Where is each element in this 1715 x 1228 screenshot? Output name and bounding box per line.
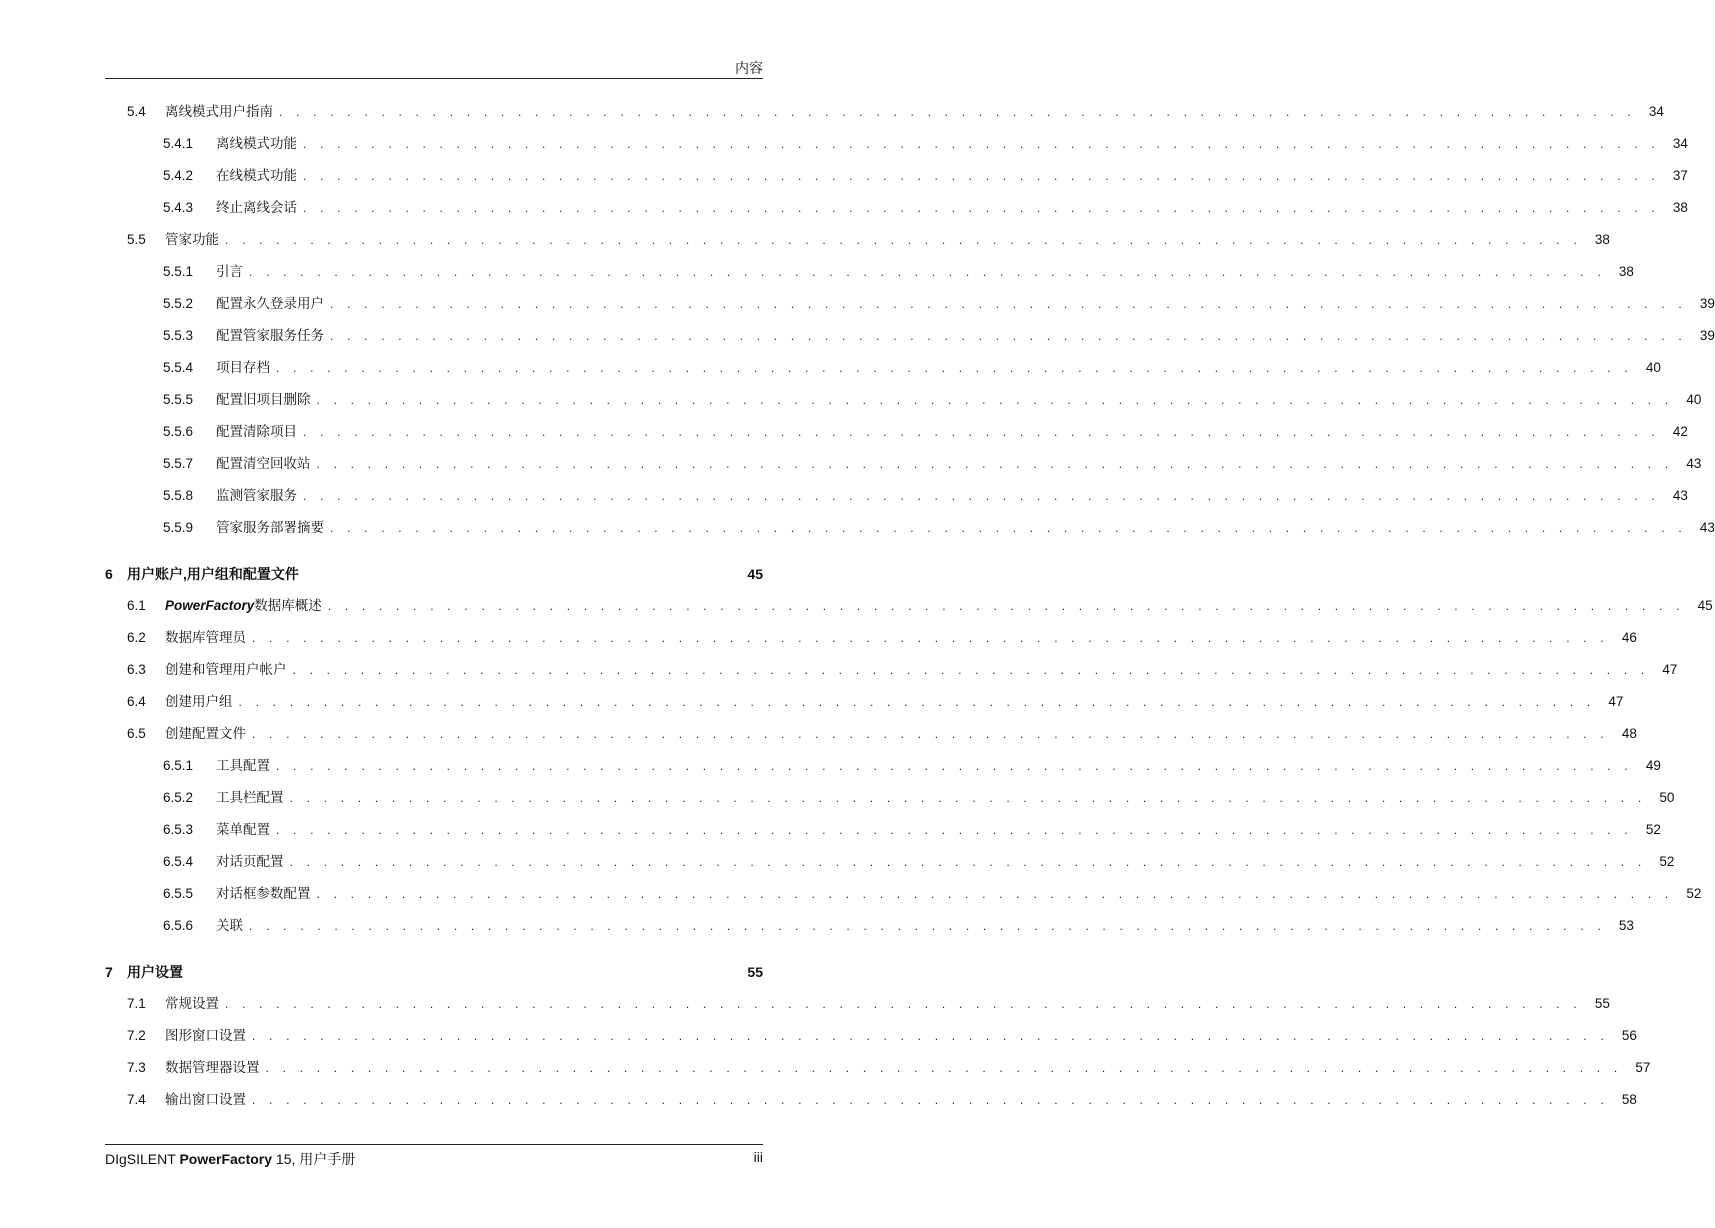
toc-entry-title-text: 离线模式用户指南 (165, 104, 273, 119)
toc-entry-title-text: 创建用户组 (165, 694, 233, 709)
toc-entry[interactable] (163, 326, 1715, 346)
toc-dot-leader: . . . . . . . . . . . . . . . . . . . . . . . . . . . . . . . . . . . . . . . . . . . . . . . . . . . . . . . . . . . . . . . . . . . . . . . . . . . . . . . . (316, 887, 1674, 901)
toc-entry-title-text: 创建和管理用户帐户 (165, 662, 287, 677)
toc-dot-leader: . . . . . . . . . . . . . . . . . . . . . . . . . . . . . . . . . . . . . . . . . . . . . . . . . . . . . . . . . . . . . . . . . . . . . . . . . . . . . . . . (252, 1029, 1609, 1043)
toc-entry-title (165, 692, 239, 712)
toc-entry[interactable] (163, 358, 1661, 378)
toc-entry-page: 45 (747, 566, 763, 582)
toc-entry-title (165, 596, 328, 616)
toc-entry-number: 5.5.7 (163, 456, 194, 471)
toc-entry[interactable] (105, 564, 763, 584)
toc-entry-page: 39 (1699, 296, 1715, 311)
toc-entry-page: 45 (1697, 598, 1713, 613)
toc-entry-page: 42 (1672, 424, 1688, 439)
toc-entry-number: 5.4.2 (163, 168, 194, 183)
toc-dot-leader: . . . . . . . . . . . . . . . . . . . . . . . . . . . . . . . . . . . . . . . . . . . . . . . . . . . . . . . . . . . . . . . . . . . . . . . . . . . . . . . . (276, 759, 1633, 773)
toc-entry[interactable] (127, 596, 1713, 616)
toc-entry[interactable] (163, 852, 1675, 872)
toc-entry-page: 37 (1672, 168, 1688, 183)
toc-entry-page: 47 (1662, 662, 1678, 677)
toc-entry-number: 7 (105, 964, 113, 980)
toc-dot-leader: . . . . . . . . . . . . . . . . . . . . . . . . . . . . . . . . . . . . . . . . . . . . . . . . . . . . . . . . . . . . . . . . . . . . . . . . . . . . . . . . (316, 457, 1674, 471)
footer-company: DIgSILENT (105, 1151, 176, 1167)
toc-entry-page: 57 (1635, 1060, 1651, 1075)
toc-entry-page: 58 (1621, 1092, 1637, 1107)
toc-entry-number: 5.4.1 (163, 136, 194, 151)
toc-dot-leader: . . . . . . . . . . . . . . . . . . . . . . . . . . . . . . . . . . . . . . . . . . . . . . . . . . . . . . . . . . . . . . . . . . . . . . . . . . . . . . . . (303, 201, 1660, 215)
toc-entry-title (216, 422, 303, 442)
toc-entry-number: 5.5.2 (163, 296, 194, 311)
toc-entry-number: 6.5.4 (163, 854, 194, 869)
toc-entry-title-text: 离线模式功能 (216, 136, 297, 151)
toc-entry[interactable] (127, 1090, 1637, 1110)
footer-product: PowerFactory (179, 1151, 273, 1167)
toc-entry-title-text: 配置清空回收站 (216, 456, 311, 471)
toc-entry-page: 34 (1648, 104, 1664, 119)
toc-dot-leader: . . . . . . . . . . . . . . . . . . . . . . . . . . . . . . . . . . . . . . . . . . . . . . . . . . . . . . . . . . . . . . . . . . . . . . . . . . . . . . . . (252, 1093, 1609, 1107)
toc-entry-title-text: 配置管家服务任务 (216, 328, 324, 343)
toc-entry-title-text: 项目存档 (216, 360, 270, 375)
toc-entry-title-text: 对话页配置 (216, 854, 284, 869)
footer-rest: 15, 用户手册 (275, 1151, 356, 1167)
toc-entry[interactable] (127, 102, 1664, 122)
toc-entry-number: 6.5.3 (163, 822, 194, 837)
toc-entry-page: 43 (1686, 456, 1702, 471)
toc-entry-number: 6.3 (127, 662, 146, 677)
toc-dot-leader: . . . . . . . . . . . . . . . . . . . . . . . . . . . . . . . . . . . . . . . . . . . . . . . . . . . . . . . . . . . . . . . . . . . . . . . . . . . . . . . . (330, 521, 1687, 535)
toc-dot-leader: . . . . . . . . . . . . . . . . . . . . . . . . . . . . . . . . . . . . . . . . . . . . . . . . . . . . . . . . . . . . . . . . . . . . . . . . . . . . . . . . (249, 265, 1606, 279)
toc-entry[interactable] (163, 916, 1634, 936)
toc-entry-number: 5.5.6 (163, 424, 194, 439)
toc-entry-title-text: 配置永久登录用户 (216, 296, 324, 311)
toc-entry-number: 5.5 (127, 232, 146, 247)
toc-entry-title-text: 用户账户,用户组和配置文件 (127, 566, 299, 582)
toc-entry[interactable] (163, 884, 1702, 904)
toc-entry[interactable] (163, 166, 1688, 186)
toc-entry-title-text: 常规设置 (165, 996, 219, 1011)
toc-entry-title (216, 788, 290, 808)
toc-entry-page: 38 (1672, 200, 1688, 215)
toc-entry[interactable] (163, 518, 1715, 538)
toc-entry-page: 38 (1618, 264, 1634, 279)
toc-entry-number: 7.2 (127, 1028, 146, 1043)
toc-entry-title-text: 数据管理器设置 (165, 1060, 260, 1075)
toc-entry[interactable] (163, 294, 1715, 314)
toc-dot-leader: . . . . . . . . . . . . . . . . . . . . . . . . . . . . . . . . . . . . . . . . . . . . . . . . . . . . . . . . . . . . . . . . . . . . . . . . . . . . . . . . (303, 489, 1660, 503)
toc-entry-title (165, 1026, 252, 1046)
toc-entry-title (216, 262, 249, 282)
toc-entry-number: 6.5.1 (163, 758, 194, 773)
toc-entry-title-text: 数据库管理员 (165, 630, 246, 645)
toc-entry-title-product: PowerFactory (165, 598, 255, 613)
toc-entry[interactable] (163, 788, 1675, 808)
toc-entry-number: 5.5.5 (163, 392, 194, 407)
toc-entry-number: 6.5.5 (163, 886, 194, 901)
toc-dot-leader: . . . . . . . . . . . . . . . . . . . . . . . . . . . . . . . . . . . . . . . . . . . . . . . . . . . . . . . . . . . . . . . . . . . . . . . . . . . . . . . . (276, 823, 1633, 837)
toc-dot-leader: . . . . . . . . . . . . . . . . . . . . . . . . . . . . . . . . . . . . . . . . . . . . . . . . . . . . . . . . . . . . . . . . . . . . . . . . . . . . . . . . (303, 137, 1660, 151)
toc-entry-page: 34 (1672, 136, 1688, 151)
toc-dot-leader: . . . . . . . . . . . . . . . . . . . . . . . . . . . . . . . . . . . . . . . . . . . . . . . . . . . . . . . . . . . . . . . . . . . . . . . . . . . . . . . . (225, 997, 1582, 1011)
toc-dot-leader: . . . . . . . . . . . . . . . . . . . . . . . . . . . . . . . . . . . . . . . . . . . . . . . . . . . . . . . . . . . . . . . . . . . . . . . . . . . . . . . . (276, 361, 1633, 375)
toc-entry-page: 55 (1594, 996, 1610, 1011)
toc-entry-title (216, 518, 330, 538)
toc-dot-leader: . . . . . . . . . . . . . . . . . . . . . . . . . . . . . . . . . . . . . . . . . . . . . . . . . . . . . . . . . . . . . . . . . . . . . . . . . . . . . . . . (327, 599, 1685, 613)
toc-entry-title (216, 166, 303, 186)
toc-entry-title-text: 配置清除项目 (216, 424, 297, 439)
toc-entry-title (216, 198, 303, 218)
toc-entry-number: 7.4 (127, 1092, 146, 1107)
toc-entry-page: 48 (1621, 726, 1637, 741)
toc-entry-page: 39 (1699, 328, 1715, 343)
toc-dot-leader: . . . . . . . . . . . . . . . . . . . . . . . . . . . . . . . . . . . . . . . . . . . . . . . . . . . . . . . . . . . . . . . . . . . . . . . . . . . . . . . . (252, 727, 1609, 741)
toc-entry-title (165, 1090, 252, 1110)
toc-entry-title-text: 用户设置 (127, 964, 183, 980)
toc-dot-leader: . . . . . . . . . . . . . . . . . . . . . . . . . . . . . . . . . . . . . . . . . . . . . . . . . . . . . . . . . . . . . . . . . . . . . . . . . . . . . . . . (292, 663, 1650, 677)
toc-entry-page: 38 (1594, 232, 1610, 247)
toc-entry-number: 5.4.3 (163, 200, 194, 215)
toc-entry-title (127, 564, 735, 584)
toc-entry-title-text: 工具配置 (216, 758, 270, 773)
toc-dot-leader: . . . . . . . . . . . . . . . . . . . . . . . . . . . . . . . . . . . . . . . . . . . . . . . . . . . . . . . . . . . . . . . . . . . . . . . . . . . . . . . . (279, 105, 1636, 119)
toc-entry-number: 6.4 (127, 694, 146, 709)
toc-entry-number: 7.3 (127, 1060, 146, 1075)
toc-entry[interactable] (127, 724, 1637, 744)
toc-entry-title (216, 454, 317, 474)
toc-entry-title (216, 916, 249, 936)
toc-entry-number: 6.5.2 (163, 790, 194, 805)
toc-entry[interactable] (105, 962, 763, 982)
toc-dot-leader: . . . . . . . . . . . . . . . . . . . . . . . . . . . . . . . . . . . . . . . . . . . . . . . . . . . . . . . . . . . . . . . . . . . . . . . . . . . . . . . . (330, 297, 1687, 311)
toc-dot-leader: . . . . . . . . . . . . . . . . . . . . . . . . . . . . . . . . . . . . . . . . . . . . . . . . . . . . . . . . . . . . . . . . . . . . . . . . . . . . . . . . (330, 329, 1687, 343)
toc-entry-number: 6.1 (127, 598, 146, 613)
toc-entry[interactable] (163, 454, 1702, 474)
toc-dot-leader: . . . . . . . . . . . . . . . . . . . . . . . . . . . . . . . . . . . . . . . . . . . . . . . . . . . . . . . . . . . . . . . . . . . . . . . . . . . . . . . . (238, 695, 1596, 709)
toc-entry-page: 47 (1608, 694, 1624, 709)
toc-entry[interactable] (127, 230, 1610, 250)
toc-dot-leader: . . . . . . . . . . . . . . . . . . . . . . . . . . . . . . . . . . . . . . . . . . . . . . . . . . . . . . . . . . . . . . . . . . . . . . . . . . . . . . . . (289, 855, 1647, 869)
toc-entry[interactable] (127, 1058, 1651, 1078)
toc-dot-leader: . . . . . . . . . . . . . . . . . . . . . . . . . . . . . . . . . . . . . . . . . . . . . . . . . . . . . . . . . . . . . . . . . . . . . . . . . . . . . . . . (303, 169, 1660, 183)
toc-entry-title-text: 在线模式功能 (216, 168, 297, 183)
toc-entry-page: 52 (1686, 886, 1702, 901)
toc-entry-title (216, 294, 330, 314)
toc-entry-page: 50 (1659, 790, 1675, 805)
toc-entry[interactable] (163, 756, 1661, 776)
toc-entry-title (165, 1058, 266, 1078)
toc-entry-title-text: 数据库概述 (254, 598, 322, 613)
toc-entry-title (216, 884, 317, 904)
toc-entry[interactable] (163, 390, 1702, 410)
toc-entry-title (216, 358, 276, 378)
toc-dot-leader: . . . . . . . . . . . . . . . . . . . . . . . . . . . . . . . . . . . . . . . . . . . . . . . . . . . . . . . . . . . . . . . . . . . . . . . . . . . . . . . . (252, 631, 1609, 645)
toc-entry[interactable] (127, 660, 1678, 680)
toc-entry-title (165, 628, 252, 648)
toc-entry[interactable] (163, 134, 1688, 154)
toc-entry-number: 5.4 (127, 104, 146, 119)
toc-entry-number: 6.5.6 (163, 918, 194, 933)
toc-entry-page: 56 (1621, 1028, 1637, 1043)
toc-entry[interactable] (127, 1026, 1637, 1046)
toc-entry-title (216, 756, 276, 776)
toc-entry-title (165, 660, 293, 680)
toc-dot-leader: . . . . . . . . . . . . . . . . . . . . . . . . . . . . . . . . . . . . . . . . . . . . . . . . . . . . . . . . . . . . . . . . . . . . . . . . . . . . . . . . (316, 393, 1674, 407)
toc-entry-number: 5.5.4 (163, 360, 194, 375)
header-title: 内容 (735, 60, 763, 76)
toc-entry[interactable] (163, 820, 1661, 840)
toc-entry-title (216, 852, 290, 872)
toc-entry-title-text: 终止离线会话 (216, 200, 297, 215)
toc-entry-number: 7.1 (127, 996, 146, 1011)
toc-entry-page: 46 (1621, 630, 1637, 645)
toc-entry-number: 6.5 (127, 726, 146, 741)
toc-dot-leader: . . . . . . . . . . . . . . . . . . . . . . . . . . . . . . . . . . . . . . . . . . . . . . . . . . . . . . . . . . . . . . . . . . . . . . . . . . . . . . . . (265, 1061, 1623, 1075)
toc-entry-title-text: 输出窗口设置 (165, 1092, 246, 1107)
toc-entry-page: 49 (1645, 758, 1661, 773)
footer-page-number: iii (753, 1149, 763, 1165)
toc-entry-number: 5.5.9 (163, 520, 194, 535)
toc-entry-title (216, 486, 303, 506)
toc-entry-page: 40 (1645, 360, 1661, 375)
toc-entry[interactable] (127, 628, 1637, 648)
toc-dot-leader: . . . . . . . . . . . . . . . . . . . . . . . . . . . . . . . . . . . . . . . . . . . . . . . . . . . . . . . . . . . . . . . . . . . . . . . . . . . . . . . . (303, 425, 1660, 439)
toc-entry-title-text: 菜单配置 (216, 822, 270, 837)
toc-entry-title-text: 管家功能 (165, 232, 219, 247)
toc-entry-title (127, 962, 735, 982)
toc-entry-title-text: 关联 (216, 918, 243, 933)
toc-entry-title (165, 994, 225, 1014)
toc-entry[interactable] (163, 198, 1688, 218)
toc-entry-title-text: 图形窗口设置 (165, 1028, 246, 1043)
toc-entry-page: 43 (1672, 488, 1688, 503)
toc-entry-title (216, 134, 303, 154)
toc-entry-page: 40 (1686, 392, 1702, 407)
toc-entry-title (216, 820, 276, 840)
toc-entry-number: 6.2 (127, 630, 146, 645)
page-footer (105, 1144, 763, 1171)
toc-entry-title-text: 引言 (216, 264, 243, 279)
toc-entry-page: 53 (1618, 918, 1634, 933)
toc-entry-title (165, 102, 279, 122)
toc-entry-title (216, 326, 330, 346)
toc-entry-title-text: 对话框参数配置 (216, 886, 311, 901)
toc-entry-page: 52 (1659, 854, 1675, 869)
toc-entry-title-text: 配置旧项目删除 (216, 392, 311, 407)
toc-dot-leader: . . . . . . . . . . . . . . . . . . . . . . . . . . . . . . . . . . . . . . . . . . . . . . . . . . . . . . . . . . . . . . . . . . . . . . . . . . . . . . . . (225, 233, 1582, 247)
toc-entry-title (216, 390, 317, 410)
toc-entry[interactable] (127, 994, 1610, 1014)
toc-dot-leader: . . . . . . . . . . . . . . . . . . . . . . . . . . . . . . . . . . . . . . . . . . . . . . . . . . . . . . . . . . . . . . . . . . . . . . . . . . . . . . . . (289, 791, 1647, 805)
footer-document-title (105, 1149, 355, 1169)
toc-dot-leader: . . . . . . . . . . . . . . . . . . . . . . . . . . . . . . . . . . . . . . . . . . . . . . . . . . . . . . . . . . . . . . . . . . . . . . . . . . . . . . . . (249, 919, 1606, 933)
toc-entry-page: 55 (747, 964, 763, 980)
toc-entry[interactable] (163, 422, 1688, 442)
toc-entry[interactable] (163, 486, 1688, 506)
toc-entry[interactable] (127, 692, 1624, 712)
toc-entry-page: 52 (1645, 822, 1661, 837)
toc-entry-number: 5.5.1 (163, 264, 194, 279)
toc-entry-number: 5.5.3 (163, 328, 194, 343)
toc-entry-title (165, 724, 252, 744)
toc-entry-number: 5.5.8 (163, 488, 194, 503)
toc-entry-title-text: 创建配置文件 (165, 726, 246, 741)
toc-entry-title-text: 工具栏配置 (216, 790, 284, 805)
toc-entry-title-text: 监测管家服务 (216, 488, 297, 503)
toc-entry-title (165, 230, 225, 250)
toc-entry-number: 6 (105, 566, 113, 582)
page-header (105, 58, 763, 79)
toc-entry-title-text: 管家服务部署摘要 (216, 520, 324, 535)
toc-entry-page: 43 (1699, 520, 1715, 535)
toc-entry[interactable] (163, 262, 1634, 282)
